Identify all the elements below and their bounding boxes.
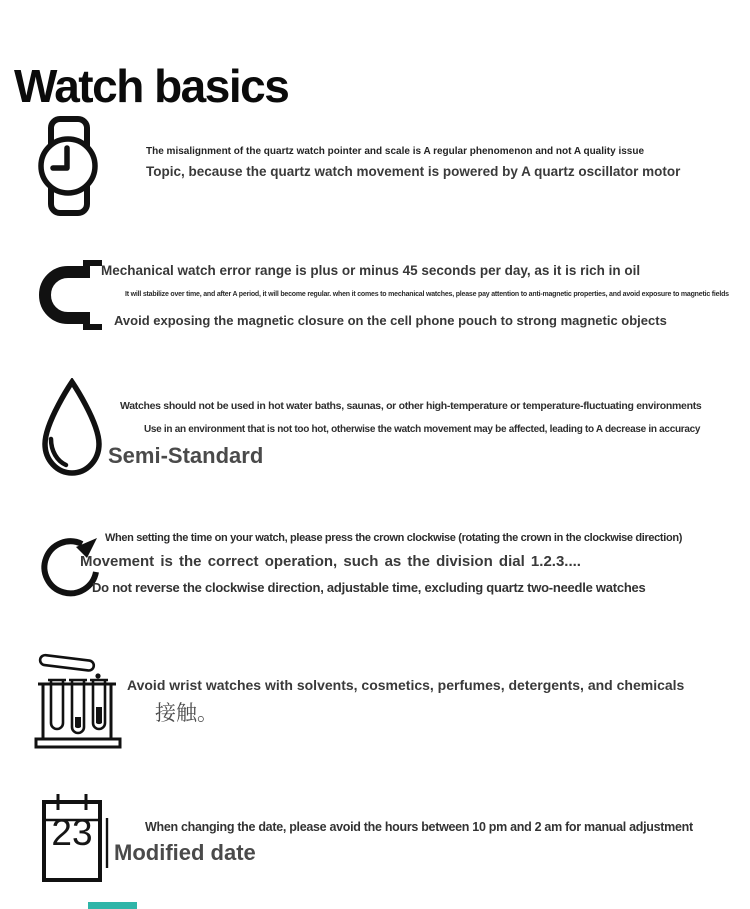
test-tubes-icon — [34, 645, 122, 751]
next-section-accent-bar — [88, 902, 137, 909]
section4-text3: Do not reverse the clockwise direction, adjustable time, excluding quartz two-needle watches — [92, 580, 646, 595]
section4-text2: Movement is the correct operation, such as the division dial 1.2.3.... — [80, 553, 581, 570]
page-title: Watch basics — [14, 59, 289, 112]
section5-cjk-text: 接触。 — [155, 702, 218, 725]
section5-text1: Avoid wrist watches with solvents, cosmetics, perfumes, detergents, and chemicals — [127, 677, 685, 693]
section1-note: The misalignment of the quartz watch pointer and scale is A regular phenomenon and not A quality issue — [146, 146, 645, 157]
calendar-day-number: 23 — [51, 812, 93, 853]
section3-text2: Use in an environment that is not too hot, otherwise the watch movement may be affected, leading to A decrease in accuracy — [144, 424, 701, 435]
section4-text1: When setting the time on your watch, please press the crown clockwise (rotating the crown in the clockwise direction) — [105, 532, 683, 544]
section1-text: Topic, because the quartz watch movement is powered by A quartz oscillator motor — [146, 164, 681, 179]
section2-text2: Avoid exposing the magnetic closure on the cell phone pouch to strong magnetic objects — [114, 313, 667, 328]
magnet-icon — [36, 258, 106, 334]
section6-text1: When changing the date, please avoid the hours between 10 pm and 2 am for manual adjustment — [145, 820, 693, 834]
section6-heading: Modified date — [114, 840, 256, 865]
section2-note: It will stabilize over time, and after A period, it will become regular. when it comes to mechanical watches, please pay attention to anti-magnetic properties, and avoid exposure to magnetic fields — [125, 291, 729, 298]
section2-text1: Mechanical watch error range is plus or minus 45 seconds per day, as it is rich in oil — [101, 263, 641, 278]
water-drop-icon — [38, 378, 106, 478]
section3-heading: Semi-Standard — [108, 443, 264, 468]
calendar-icon — [41, 790, 111, 884]
section3-text1: Watches should not be used in hot water baths, saunas, or other high-temperature or temperature-fluctuating environments — [120, 400, 702, 412]
wristwatch-icon — [38, 116, 102, 216]
